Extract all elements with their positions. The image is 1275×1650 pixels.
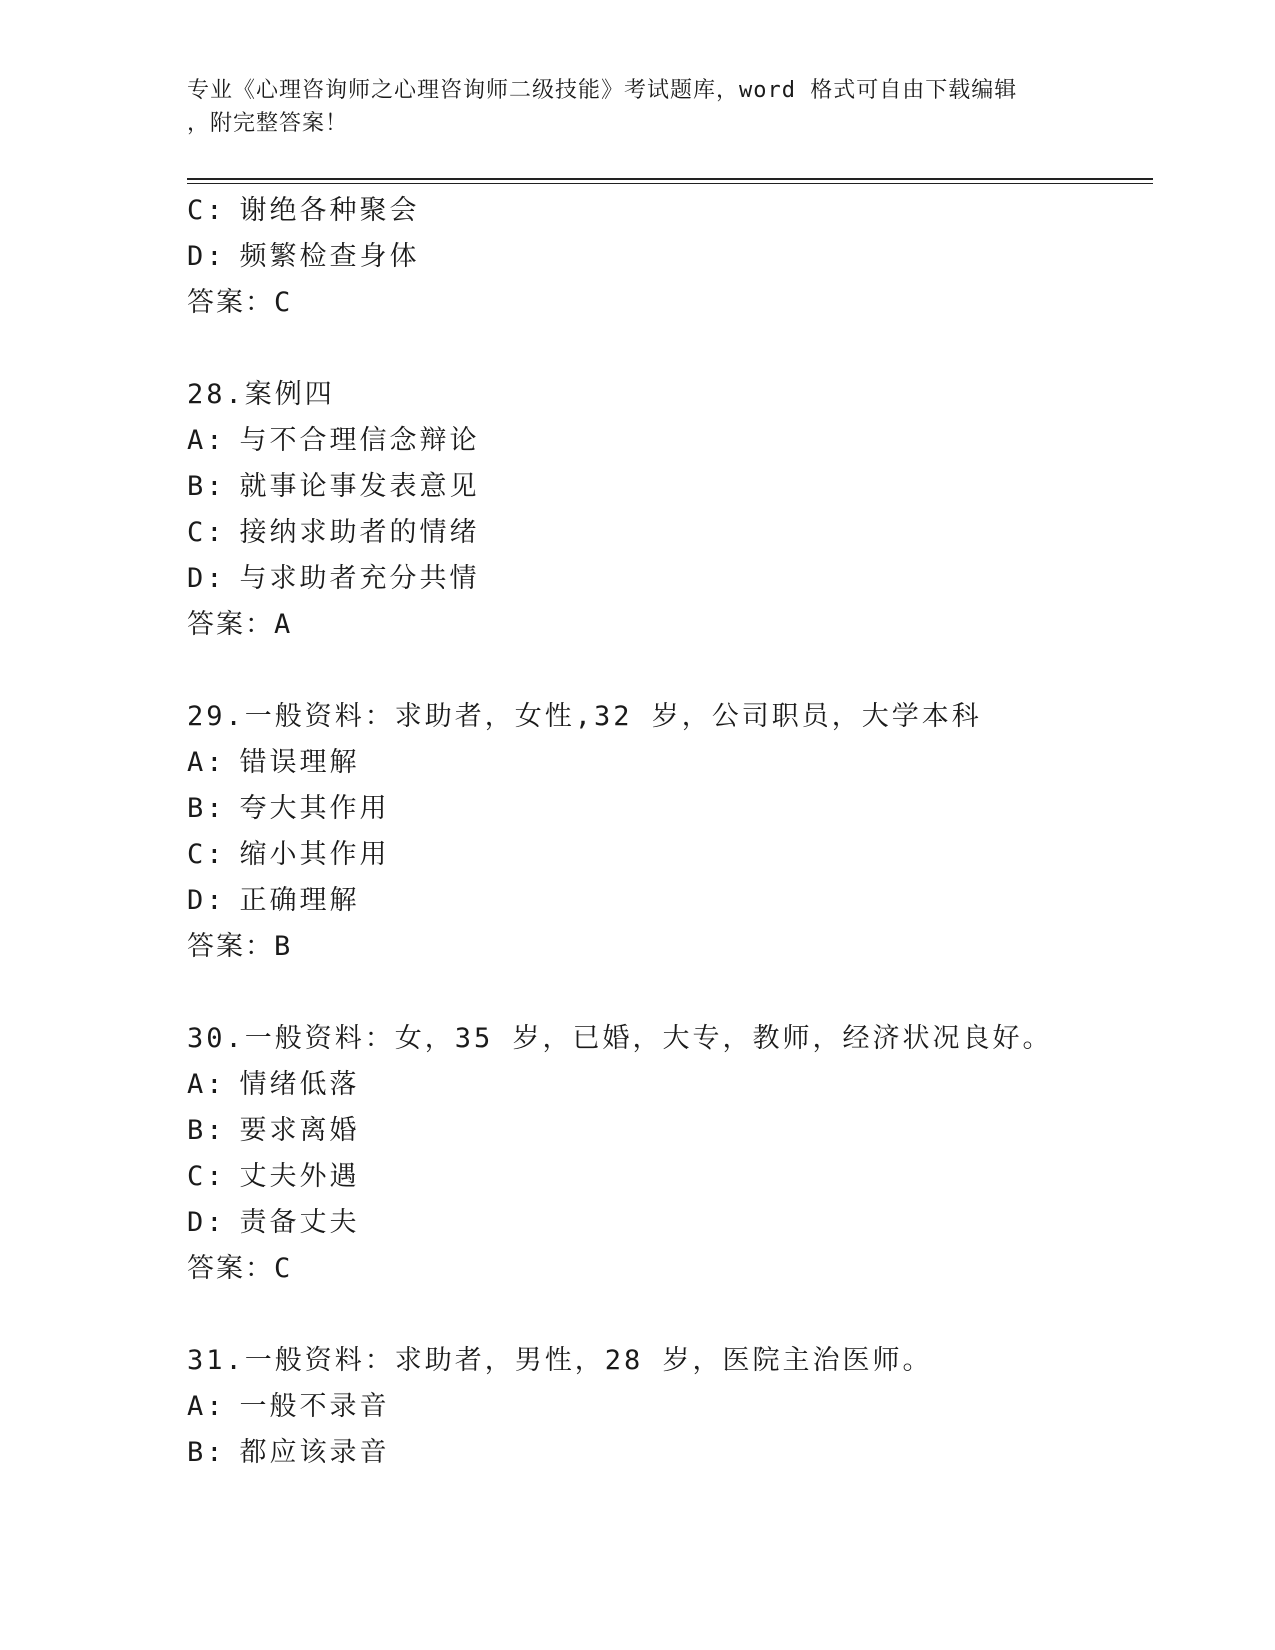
option-text: 正确理解 [239, 885, 360, 916]
option-text: 都应该录音 [239, 1437, 390, 1468]
document-header [187, 74, 1087, 140]
option-a [187, 1384, 1153, 1430]
header-divider-thin [187, 183, 1153, 184]
option-text: 要求离婚 [239, 1115, 360, 1146]
option-c [187, 188, 1153, 234]
option-letter: C: [187, 195, 226, 226]
option-letter: B: [187, 793, 226, 824]
answer-line [187, 1246, 1153, 1292]
option-text: 谢绝各种聚会 [239, 195, 420, 226]
spacer [187, 648, 1153, 694]
option-d [187, 234, 1153, 280]
question-31 [187, 1338, 1153, 1476]
option-text: 就事论事发表意见 [239, 471, 480, 502]
option-text: 与不合理信念辩论 [239, 425, 480, 456]
option-text: 缩小其作用 [239, 839, 390, 870]
option-text: 接纳求助者的情绪 [239, 517, 480, 548]
option-text: 一般不录音 [239, 1391, 390, 1422]
answer-label: 答案： [187, 931, 274, 962]
option-a [187, 740, 1153, 786]
option-text: 错误理解 [239, 747, 360, 778]
option-letter: A: [187, 425, 226, 456]
question-stem: 28.案例四 [187, 379, 335, 410]
question-continued [187, 188, 1153, 326]
option-a [187, 1062, 1153, 1108]
answer-line [187, 280, 1153, 326]
option-d [187, 878, 1153, 924]
question-stem: 31.一般资料：求助者，男性，28 岁，医院主治医师。 [187, 1345, 933, 1376]
option-letter: A: [187, 1391, 226, 1422]
answer-value: B [274, 931, 291, 962]
answer-line [187, 602, 1153, 648]
option-a [187, 418, 1153, 464]
answer-value: A [274, 609, 291, 640]
option-c [187, 510, 1153, 556]
option-d [187, 556, 1153, 602]
option-b [187, 464, 1153, 510]
header-divider-thick [187, 178, 1153, 180]
option-text: 频繁检查身体 [239, 241, 420, 272]
question-29 [187, 694, 1153, 970]
header-title-line-1: 专业《心理咨询师之心理咨询师二级技能》考试题库，word 格式可自由下载编辑 [187, 78, 1018, 103]
option-letter: B: [187, 471, 226, 502]
question-30 [187, 1016, 1153, 1292]
answer-label: 答案： [187, 609, 274, 640]
option-text: 情绪低落 [239, 1069, 360, 1100]
answer-label: 答案： [187, 287, 274, 318]
spacer [187, 1292, 1153, 1338]
option-letter: D: [187, 563, 226, 594]
question-stem: 30.一般资料：女，35 岁，已婚，大专，教师，经济状况良好。 [187, 1023, 1053, 1054]
answer-value: C [274, 287, 291, 318]
option-b [187, 1108, 1153, 1154]
option-letter: C: [187, 517, 226, 548]
option-text: 责备丈夫 [239, 1207, 360, 1238]
spacer [187, 326, 1153, 372]
option-letter: C: [187, 839, 226, 870]
question-stem: 29.一般资料：求助者，女性,32 岁，公司职员，大学本科 [187, 701, 982, 732]
header-title-line-2: ，附完整答案！ [187, 111, 349, 136]
option-text: 丈夫外遇 [239, 1161, 360, 1192]
option-text: 夸大其作用 [239, 793, 390, 824]
option-c [187, 832, 1153, 878]
option-letter: D: [187, 241, 226, 272]
option-b [187, 1430, 1153, 1476]
option-letter: B: [187, 1115, 226, 1146]
spacer [187, 970, 1153, 1016]
option-letter: B: [187, 1437, 226, 1468]
question-28 [187, 372, 1153, 648]
question-list [187, 188, 1153, 1476]
answer-line [187, 924, 1153, 970]
option-d [187, 1200, 1153, 1246]
option-letter: D: [187, 885, 226, 916]
answer-value: C [274, 1253, 291, 1284]
answer-label: 答案： [187, 1253, 274, 1284]
option-letter: A: [187, 747, 226, 778]
option-letter: A: [187, 1069, 226, 1100]
option-letter: C: [187, 1161, 226, 1192]
option-c [187, 1154, 1153, 1200]
option-text: 与求助者充分共情 [239, 563, 480, 594]
option-letter: D: [187, 1207, 226, 1238]
option-b [187, 786, 1153, 832]
